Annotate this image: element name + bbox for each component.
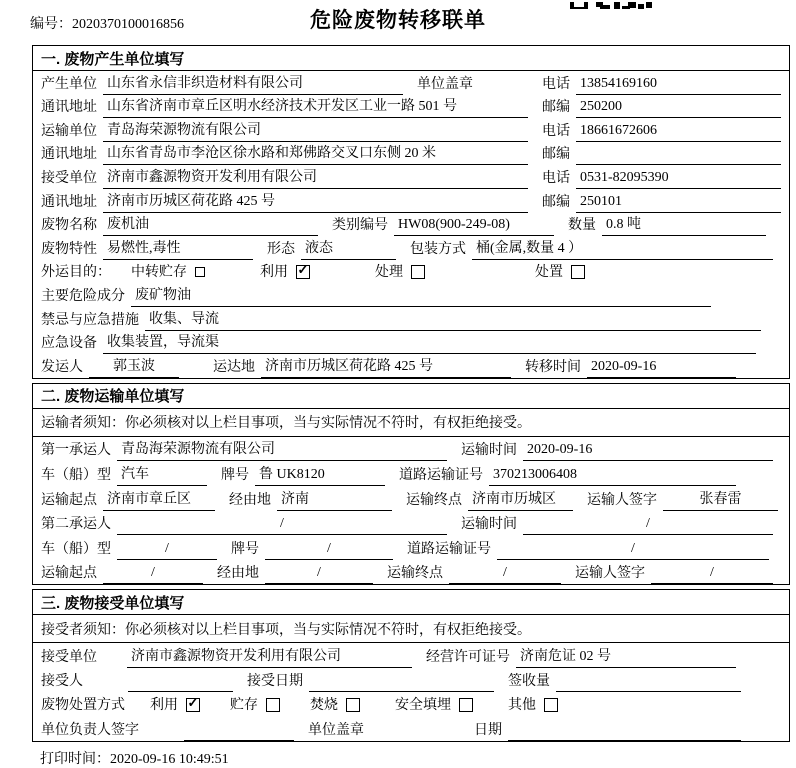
emergency-equipment-label: 应急设备: [41, 336, 97, 352]
form-number-value: 2020370100016856: [72, 17, 184, 32]
second-carrier-value: /: [117, 516, 447, 535]
produce-unit-value: 山东省永信非织造材料有限公司: [103, 72, 403, 95]
waste-form-value: 液态: [301, 237, 396, 260]
unit-seal-label: 单位盖章: [308, 723, 364, 739]
row-route-2: [33, 560, 789, 585]
transfer-time-label: 转移时间: [525, 359, 581, 375]
transport-unit-label: 运输单位: [41, 123, 97, 139]
route-via-value-2: /: [265, 565, 373, 584]
receiver-value: [128, 675, 233, 692]
purpose-option-utilize: [260, 261, 310, 283]
option-label: 处置: [535, 264, 563, 280]
row-disposal-method: [33, 692, 789, 717]
row-waste-traits: [33, 236, 789, 260]
license-label: 经营许可证号: [426, 649, 510, 665]
produce-phone-value: 13854169160: [576, 76, 781, 95]
vehicle-type-label: 车（船）型: [41, 541, 111, 557]
transport-time-value: 2020-09-16: [523, 442, 773, 461]
purpose-option-treat: [375, 261, 425, 283]
route-start-label: 运输起点: [41, 566, 97, 582]
document-header: [0, 0, 796, 45]
license-value: 济南危证 02 号: [516, 645, 736, 668]
route-end-label: 运输终点: [387, 566, 443, 582]
row-receiver-person: [33, 668, 789, 693]
carrier-sign-value: 张春雷: [663, 488, 778, 511]
phone-label: 电话: [542, 123, 570, 139]
checkbox-dispose-icon: [571, 265, 585, 279]
emergency-equipment-value: 收集装置，导流渠: [103, 331, 756, 354]
receive-phone-value: 0531-82095390: [576, 170, 781, 189]
responsible-sign-value: [184, 724, 294, 741]
plate-value: 鲁 UK8120: [255, 463, 385, 486]
receiver-label: 接受人: [41, 674, 83, 690]
waste-code-label: 类别编号: [332, 218, 388, 234]
row-produce-address: [33, 95, 789, 119]
option-label: 安全填埋: [395, 697, 451, 713]
row-vehicle-2: [33, 535, 789, 560]
option-label: 贮存: [230, 697, 258, 713]
route-start-label: 运输起点: [41, 492, 97, 508]
checkbox-treat-icon: [411, 265, 425, 279]
zip-label: 邮编: [542, 147, 570, 163]
receive-unit-label: 接受单位: [41, 170, 97, 186]
zip-label: 邮编: [542, 194, 570, 210]
signed-qty-value: [556, 675, 741, 692]
disposal-option-storage: [230, 694, 280, 716]
receive-address-value: 济南市历城区荷花路 425 号: [103, 190, 528, 213]
checkbox-disposal-incinerate-icon: [346, 698, 360, 712]
row-first-carrier: [33, 437, 789, 462]
option-label: 利用: [150, 697, 178, 713]
produce-unit-label: 产生单位: [41, 76, 97, 92]
receive-zip-value: 250101: [576, 194, 781, 213]
vehicle-type-label: 车（船）型: [41, 467, 111, 483]
row-route-1: [33, 486, 789, 511]
phone-label: 电话: [542, 170, 570, 186]
section-transporter-title: 二. 废物运输单位填写: [33, 384, 789, 409]
date-label: 日期: [474, 723, 502, 739]
address-label: 通讯地址: [41, 194, 97, 210]
row-transport-unit: [33, 118, 789, 142]
transport-time-value-2: /: [523, 516, 773, 535]
packing-value: 桶(金属,数量 4 ）: [472, 237, 773, 260]
row-emergency-equipment: [33, 331, 789, 355]
route-end-value: 济南市历城区: [468, 488, 573, 511]
carrier-sign-value-2: /: [651, 565, 773, 584]
purpose-option-transfer-storage: [131, 261, 205, 283]
taboo-measures-value: 收集、导流: [145, 308, 761, 331]
section-receiver-title: 三. 废物接受单位填写: [33, 590, 789, 615]
transport-address-value: 山东省青岛市李沧区徐水路和郑佛路交叉口东侧 20 米: [103, 142, 528, 165]
route-start-value-2: /: [103, 565, 203, 584]
packing-label: 包装方式: [410, 241, 466, 257]
option-label: 处理: [375, 264, 403, 280]
receive-unit-label: 接受单位: [41, 649, 97, 665]
main-hazard-label: 主要危险成分: [41, 288, 125, 304]
waste-traits-value: 易燃性,毒性: [103, 237, 253, 260]
section-receiver: [32, 589, 790, 742]
unit-seal-label: 单位盖章: [417, 76, 473, 92]
transport-time-label: 运输时间: [461, 443, 517, 459]
carrier-sign-label: 运输人签字: [587, 492, 657, 508]
destination-label: 运达地: [213, 359, 255, 375]
destination-value: 济南市历城区荷花路 425 号: [261, 355, 511, 378]
row-responsible-signature: [33, 717, 789, 742]
road-cert-label: 道路运输证号: [399, 467, 483, 483]
waste-traits-label: 废物特性: [41, 241, 97, 257]
row-vehicle-1: [33, 461, 789, 486]
sender-value: 郭玉波: [89, 355, 179, 378]
option-label: 焚烧: [310, 697, 338, 713]
checkbox-disposal-utilize-icon: [186, 698, 200, 712]
disposal-option-incinerate: [310, 694, 360, 716]
signed-qty-label: 签收量: [508, 674, 550, 690]
qr-code-fragment-icon: [570, 0, 652, 9]
transfer-form: [32, 45, 790, 742]
second-carrier-label: 第二承运人: [41, 517, 111, 533]
road-cert-value-2: /: [497, 541, 769, 560]
option-label: 利用: [260, 264, 288, 280]
form-number-label: 编号：: [30, 17, 72, 32]
disposal-option-other: [508, 694, 558, 716]
waste-name-value: 废机油: [103, 213, 318, 236]
waste-name-label: 废物名称: [41, 218, 97, 234]
produce-address-value: 山东省济南市章丘区明水经济技术开发区工业一路 501 号: [103, 95, 528, 118]
row-sender: [33, 354, 789, 378]
transporter-notice: 运输者须知：你必须核对以上栏目事项，当与实际情况不符时，有权拒绝接受。: [33, 409, 789, 437]
produce-zip-value: 250200: [576, 99, 781, 118]
vehicle-type-value-2: /: [117, 541, 217, 560]
main-hazard-value: 废矿物油: [131, 284, 711, 307]
checkbox-disposal-other-icon: [544, 698, 558, 712]
print-time: 打印时间：2020-09-16 10:49:51: [40, 752, 229, 768]
road-cert-label: 道路运输证号: [407, 541, 491, 557]
section-producer-title: 一. 废物产生单位填写: [33, 46, 789, 71]
date-value: [508, 724, 741, 741]
disposal-option-utilize: [150, 694, 200, 716]
receive-date-label: 接受日期: [247, 674, 303, 690]
road-cert-value: 370213006408: [489, 467, 736, 486]
address-label: 通讯地址: [41, 147, 97, 163]
section-producer: [32, 45, 790, 379]
row-produce-unit: [33, 71, 789, 95]
receive-unit-value-3: 济南市鑫源物资开发利用有限公司: [127, 645, 412, 668]
checkbox-utilize-icon: [296, 265, 310, 279]
plate-label: 牌号: [231, 541, 259, 557]
checkbox-disposal-landfill-icon: [459, 698, 473, 712]
route-via-label: 经由地: [217, 566, 259, 582]
row-transfer-purpose: [33, 260, 789, 284]
waste-qty-value: 0.8 吨: [602, 213, 766, 236]
section-transporter: [32, 383, 790, 586]
vehicle-type-value: 汽车: [117, 463, 207, 486]
sender-label: 发运人: [41, 359, 83, 375]
route-start-value: 济南市章丘区: [103, 488, 215, 511]
transport-zip-value: [576, 148, 781, 165]
first-carrier-label: 第一承运人: [41, 443, 111, 459]
transport-unit-value: 青岛海荣源物流有限公司: [103, 119, 528, 142]
row-second-carrier: [33, 511, 789, 536]
row-taboo-measures: [33, 307, 789, 331]
checkbox-transfer-storage-icon: [195, 267, 205, 277]
waste-form-label: 形态: [267, 241, 295, 257]
row-main-hazard: [33, 283, 789, 307]
transport-time-label: 运输时间: [461, 517, 517, 533]
carrier-sign-label: 运输人签字: [575, 566, 645, 582]
route-via-label: 经由地: [229, 492, 271, 508]
row-transport-address: [33, 142, 789, 166]
plate-value-2: /: [265, 541, 393, 560]
checkbox-disposal-storage-icon: [266, 698, 280, 712]
route-via-value: 济南: [277, 488, 392, 511]
row-receive-unit: [33, 165, 789, 189]
address-label: 通讯地址: [41, 100, 97, 116]
disposal-method-label: 废物处置方式: [41, 697, 125, 713]
taboo-measures-label: 禁忌与应急措施: [41, 312, 139, 328]
zip-label: 邮编: [542, 100, 570, 116]
option-label: 其他: [508, 697, 536, 713]
option-label: 中转贮存: [131, 264, 187, 280]
row-receive-unit-3: [33, 643, 789, 668]
row-waste-name: [33, 213, 789, 237]
route-end-label: 运输终点: [406, 492, 462, 508]
responsible-sign-label: 单位负责人签字: [41, 723, 139, 739]
page-title: 危险废物转移联单: [310, 9, 486, 32]
receive-date-value: [309, 675, 494, 692]
waste-qty-label: 数量: [568, 218, 596, 234]
purpose-label: 外运目的：: [41, 264, 111, 280]
purpose-option-dispose: [535, 261, 585, 283]
transfer-time-value: 2020-09-16: [587, 359, 736, 378]
receive-unit-value: 济南市鑫源物资开发利用有限公司: [103, 166, 528, 189]
waste-code-value: HW08(900-249-08): [394, 217, 554, 236]
receiver-notice: 接受者须知：你必须核对以上栏目事项，当与实际情况不符时，有权拒绝接受。: [33, 615, 789, 643]
first-carrier-value: 青岛海荣源物流有限公司: [117, 438, 447, 461]
row-receive-address: [33, 189, 789, 213]
plate-label: 牌号: [221, 467, 249, 483]
disposal-option-landfill: [395, 694, 473, 716]
route-end-value-2: /: [449, 565, 561, 584]
phone-label: 电话: [542, 76, 570, 92]
transport-phone-value: 18661672606: [576, 123, 781, 142]
